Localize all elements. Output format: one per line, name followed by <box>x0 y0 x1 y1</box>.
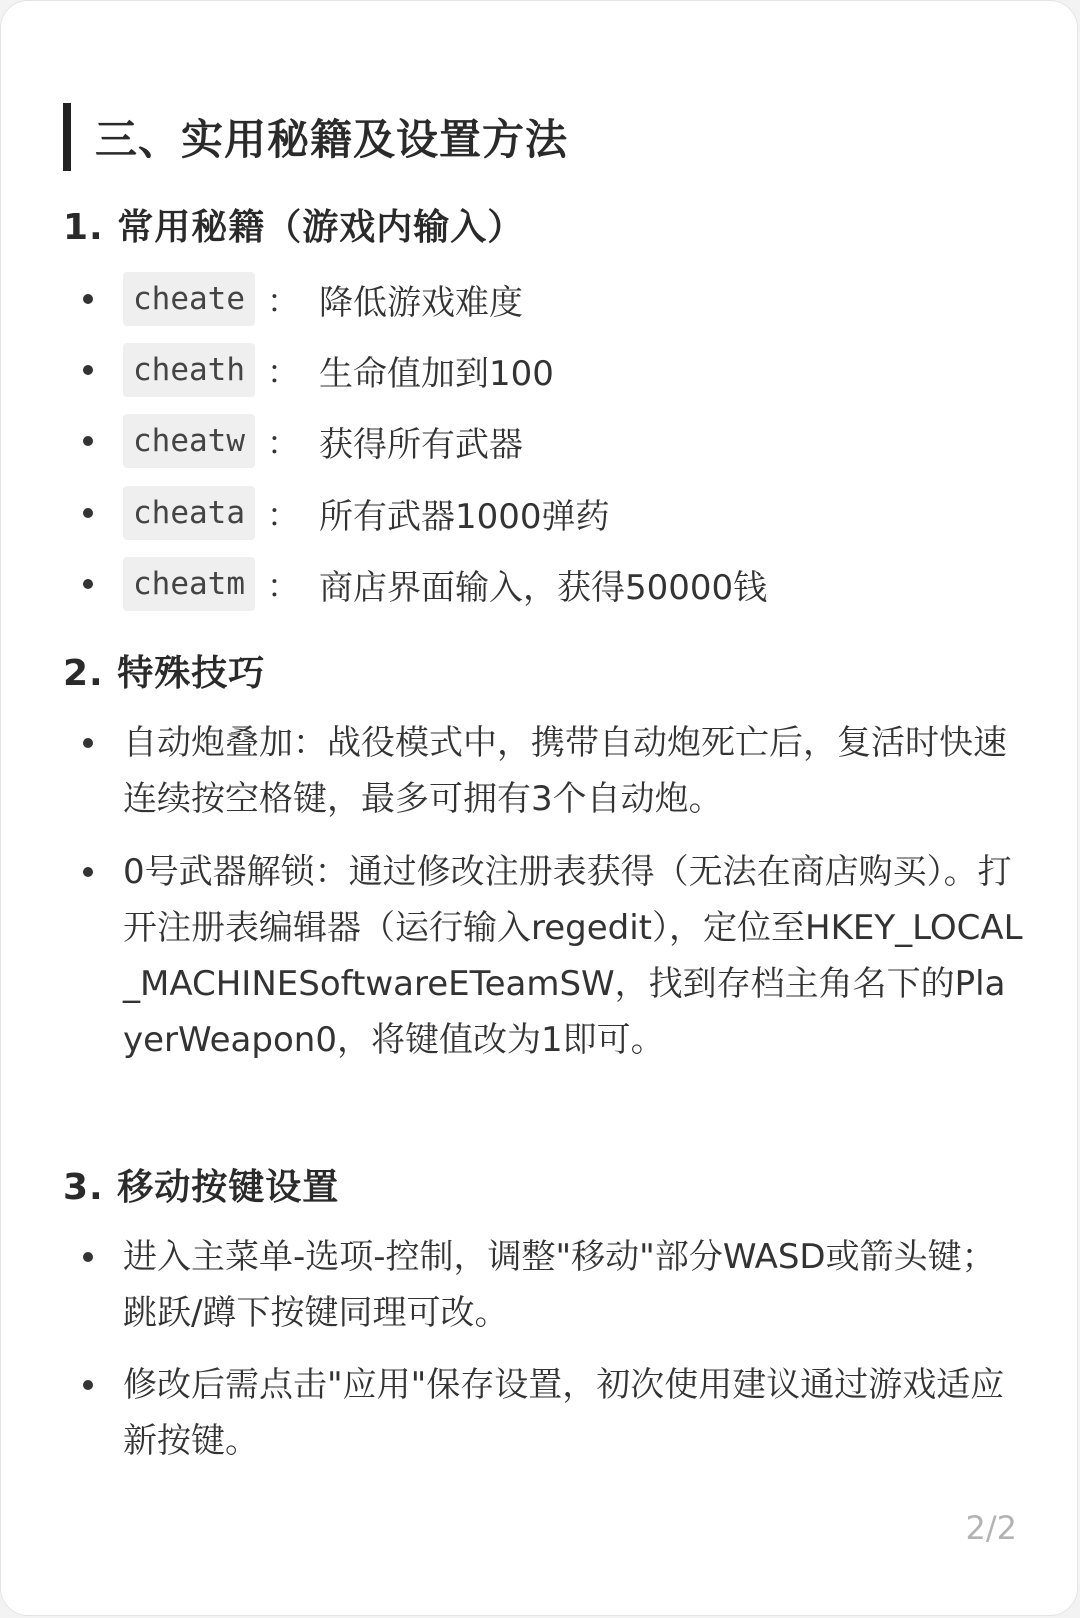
cheat-description: 获得所有武器 <box>319 424 523 465</box>
list-item <box>83 556 767 612</box>
bullet-icon <box>83 1380 93 1390</box>
colon: ： <box>266 496 299 534</box>
bullet-icon <box>83 294 93 304</box>
colon: ： <box>266 282 299 320</box>
bullet-icon <box>83 738 93 748</box>
cheat-code: cheata <box>123 486 255 540</box>
cheat-description: 生命值加到100 <box>319 353 554 394</box>
bullet-icon <box>83 436 93 446</box>
bullet-icon <box>83 579 93 589</box>
list-item <box>83 715 1023 827</box>
tip-text: 自动炮叠加：战役模式中，携带自动炮死亡后，复活时快速连续按空格键，最多可拥有3个自动炮。 <box>123 723 1007 819</box>
bullet-icon <box>83 365 93 375</box>
subheading-common-cheats: 1. 常用秘籍（游戏内输入） <box>63 207 525 248</box>
cheat-description: 所有武器1000弹药 <box>319 496 610 537</box>
tip-text: 0号武器解锁：通过修改注册表获得（无法在商店购买）。打开注册表编辑器（运行输入regedit），定位至HKEY_LOCAL_MACHINESoftwareETeamSW，找到存档主角名下的PlayerWeapon0，将键值改为1即可。 <box>123 852 1023 1060</box>
colon: ： <box>266 567 299 605</box>
subheading-key-settings: 3. 移动按键设置 <box>63 1167 340 1208</box>
cheat-code: cheath <box>123 343 255 397</box>
list-item <box>83 413 523 469</box>
colon: ： <box>266 424 299 462</box>
list-item <box>83 342 554 398</box>
cheat-code: cheate <box>123 272 255 326</box>
tip-text: 进入主菜单-选项-控制，调整"移动"部分WASD或箭头键；跳跃/蹲下按键同理可改。 <box>123 1237 996 1333</box>
page-indicator: 2/2 <box>965 1509 1017 1547</box>
cheat-code: cheatw <box>123 414 255 468</box>
tip-text: 修改后需点击"应用"保存设置，初次使用建议通过游戏适应新按键。 <box>123 1365 1005 1461</box>
subheading-special-tips: 2. 特殊技巧 <box>63 653 266 694</box>
list-item <box>83 1357 1023 1469</box>
cheat-description: 降低游戏难度 <box>319 282 523 323</box>
bullet-icon <box>83 867 93 877</box>
list-item <box>83 1229 1023 1341</box>
section-title: 三、实用秘籍及设置方法 <box>63 103 568 171</box>
list-item <box>83 271 523 327</box>
bullet-icon <box>83 508 93 518</box>
list-item <box>83 844 1023 1068</box>
list-item <box>83 485 610 541</box>
cheat-code: cheatm <box>123 557 255 611</box>
cheat-description: 商店界面输入，获得50000钱 <box>319 567 768 608</box>
colon: ： <box>266 353 299 391</box>
bullet-icon <box>83 1252 93 1262</box>
